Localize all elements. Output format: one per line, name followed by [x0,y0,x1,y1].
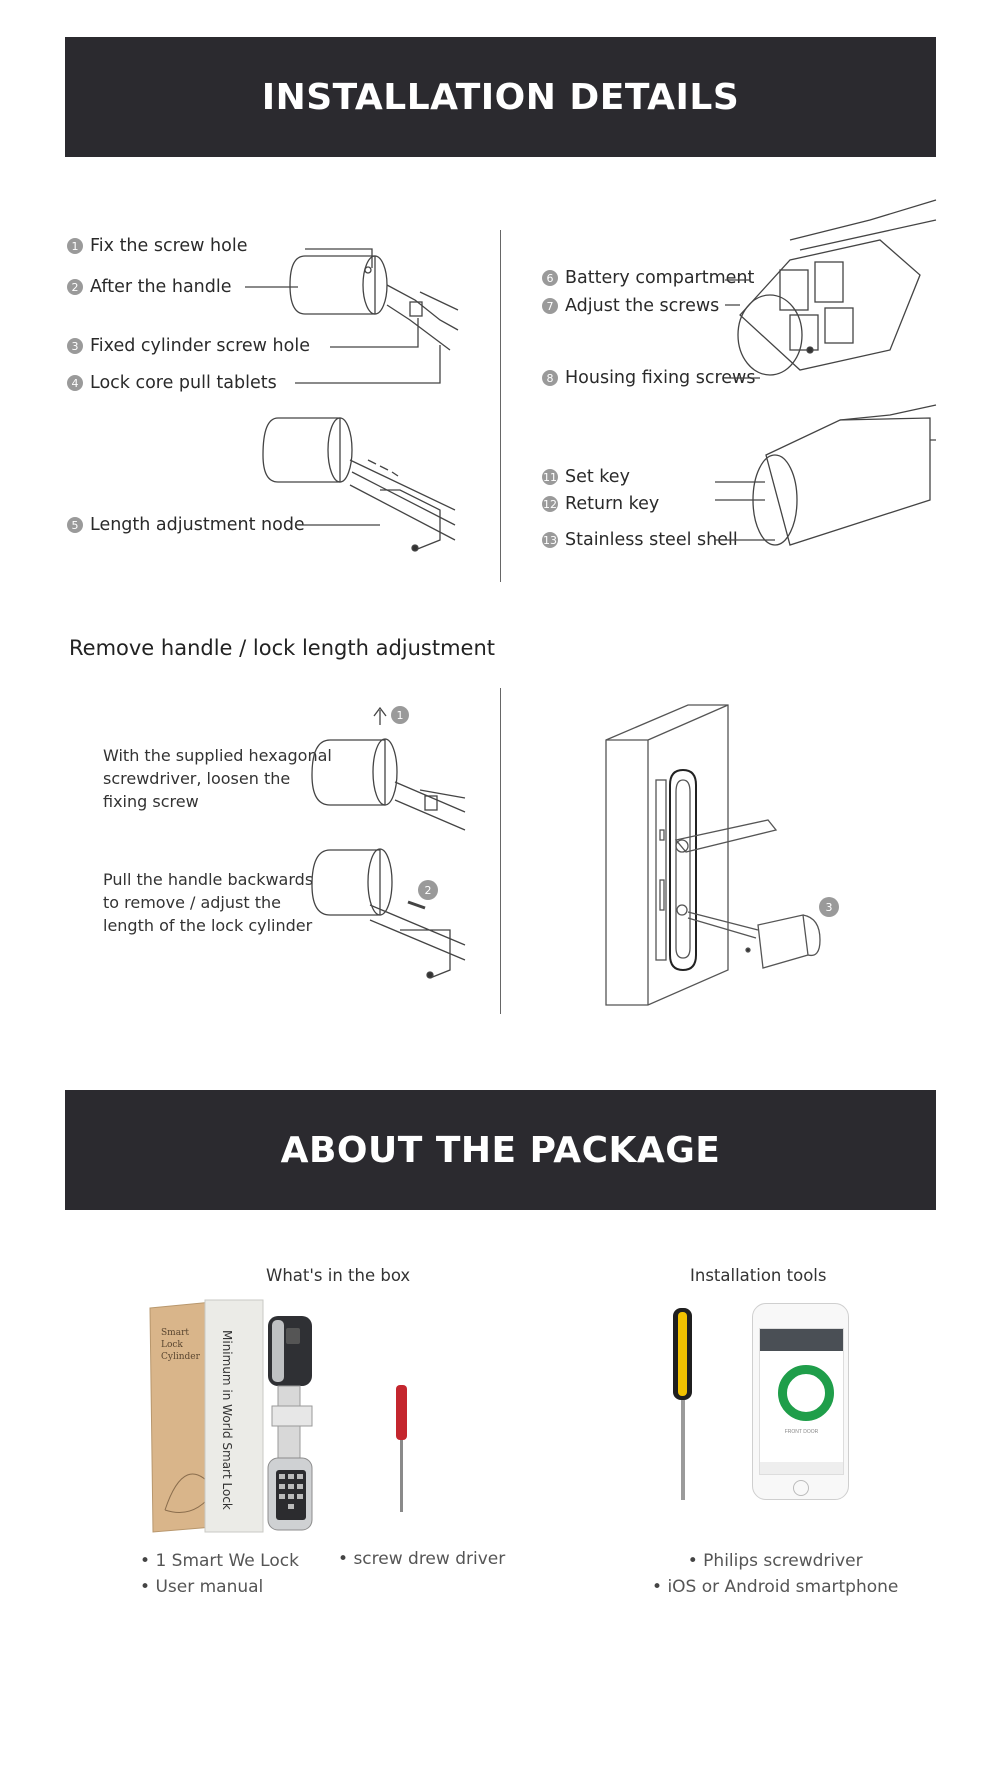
home-button-icon [793,1480,809,1496]
part-text: Return key [565,494,660,514]
green-ring-icon [778,1365,834,1421]
number-badge: 1 [67,238,83,254]
door-install-drawing [598,700,848,1005]
step1-text: With the supplied hexagonal screwdriver, loosen the fixing screw [103,746,332,811]
red-screwdriver-image [392,1385,412,1515]
phone-tab-bar [760,1462,843,1474]
installation-banner [65,37,936,157]
number-badge: 12 [543,497,557,511]
number-badge: 11 [543,470,557,484]
number-badge: 5 [67,517,83,533]
list-item: • User manual [140,1574,299,1600]
step2-text: Pull the handle backwards to remove / adjust the length of the lock cylinder [103,870,314,935]
box-print-line2: Lock [161,1340,183,1350]
part-label-8 [542,368,755,388]
number-badge: 4 [67,375,83,391]
number-badge: 7 [542,298,558,314]
list-item: • 1 Smart We Lock [140,1548,299,1574]
part-text: Housing fixing screws [565,368,756,388]
banner-title: ABOUT THE PACKAGE [280,1129,721,1171]
step-mark-2: 2 [418,880,438,900]
list-item: • Philips screwdriver [652,1548,898,1574]
part-label-2 [67,277,232,297]
box-side-text: Minimum in World Smart Lock [220,1330,234,1510]
cylinder-handle-drawing [240,240,470,580]
banner-title: INSTALLATION DETAILS [261,76,740,118]
phone-photo-header [760,1329,843,1351]
smartphone-image [752,1303,849,1500]
box-items-list-b [338,1546,505,1572]
adjustment-steps-drawing [300,700,470,1000]
adjustment-title: Remove handle / lock length adjustment [69,636,496,660]
number-badge: 6 [542,270,558,286]
phone-caption: FRONT DOOR [784,1429,819,1435]
part-text: Fix the screw hole [90,236,248,256]
part-label-1 [67,236,247,256]
package-banner [65,1090,936,1210]
battery-housing-drawing [730,200,936,560]
divider [500,230,501,582]
part-label-12 [542,494,659,514]
step-mark-3: 3 [819,897,839,917]
phone-screen [759,1328,844,1475]
part-label-11 [542,467,630,487]
part-text: Adjust the screws [565,296,720,316]
part-label-6 [542,268,754,288]
box-print-line3: Cylinder [161,1352,200,1362]
box-heading: What's in the box [266,1266,411,1285]
number-badge: 13 [543,533,557,547]
box-print-line1: Smart [161,1328,189,1338]
list-item: • screw drew driver [338,1546,505,1572]
smart-lock-image [262,1308,322,1538]
list-item: • iOS or Android smartphone [652,1574,898,1600]
part-text: Fixed cylinder screw hole [90,336,310,356]
product-box-side-image [205,1300,265,1532]
part-label-7 [542,296,719,316]
part-text: Length adjustment node [90,515,305,535]
part-label-13 [542,530,738,550]
philips-screwdriver-image [668,1308,698,1503]
part-text: Lock core pull tablets [90,373,277,393]
part-text: Stainless steel shell [565,530,738,550]
tools-items-list [652,1548,898,1600]
divider [500,688,501,1014]
box-items-list [140,1548,299,1600]
tools-heading: Installation tools [690,1266,827,1285]
step-mark-1: 1 [391,706,409,724]
number-badge: 2 [67,279,83,295]
part-text: Battery compartment [565,268,755,288]
number-badge: 3 [67,338,83,354]
number-badge: 8 [542,370,558,386]
part-text: Set key [565,467,630,487]
part-text: After the handle [90,277,232,297]
